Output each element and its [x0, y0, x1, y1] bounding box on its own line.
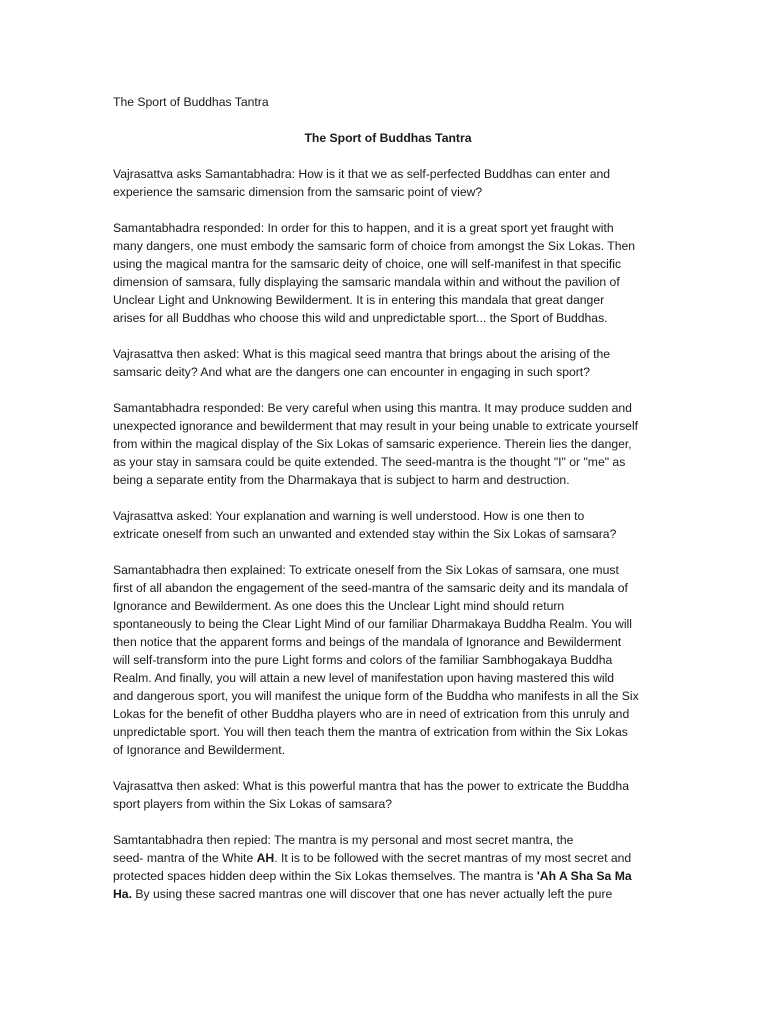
paragraph: [113, 165, 663, 201]
paragraph-line: Vajrasattva then asked: What is this magical seed mantra that brings about the arising of the: [113, 347, 611, 361]
paragraph-line: and dangerous sport, you will manifest the unique form of the Buddha who manifests in all the Six: [113, 689, 639, 703]
paragraph-line: many dangers, one must embody the samsaric form of choice from amongst the Six Lokas. Then: [113, 239, 636, 253]
paragraph: [113, 219, 663, 327]
paragraph-line: Samantabhadra then explained: To extricate oneself from the Six Lokas of samsara, one must: [113, 563, 619, 577]
paragraph-line: Realm. And finally, you will attain a new level of manifestation upon having mastered this wild: [113, 671, 615, 685]
paragraph-line: Samantabhadra responded: In order for this to happen, and it is a great sport yet fraught with: [113, 221, 614, 235]
paragraph: [113, 345, 663, 381]
paragraph-line: then notice that the apparent forms and beings of the mandala of Ignorance and Bewilderment: [113, 635, 622, 649]
paragraph-line: [113, 849, 663, 867]
final-paragraph: [113, 831, 663, 903]
paragraph-line: [113, 867, 663, 885]
paragraph-line: using the magical mantra for the samsaric deity of choice, one will self-manifest in that specific: [113, 257, 622, 271]
paragraph-line: [113, 885, 663, 903]
paragraph-line: dimension of samsara, fully displaying the samsaric mandala within and without the pavilion of: [113, 275, 620, 289]
paragraph-line: unpredictable sport. You will then teach them the mantra of extrication from within the Six Lokas: [113, 725, 628, 739]
paragraph-line: sport players from within the Six Lokas of samsara?: [113, 797, 393, 811]
bold-mantra: 'Ah A Sha Sa Ma: [536, 869, 632, 883]
document-title: The Sport of Buddhas Tantra: [304, 131, 472, 145]
paragraph-line: Samantabhadra responded: Be very careful when using this mantra. It may produce sudden and: [113, 401, 632, 415]
header-title: The Sport of Buddhas Tantra: [113, 95, 269, 109]
paragraph-line: Lokas for the benefit of other Buddha players who are in need of extrication from this unruly and: [113, 707, 630, 721]
paragraph-line: extricate oneself from such an unwanted and extended stay within the Six Lokas of samsara?: [113, 527, 617, 541]
paragraph-line: of Ignorance and Bewilderment.: [113, 743, 286, 757]
text-span: By using these sacred mantras one will discover that one has never actually left the pure: [131, 887, 613, 901]
text-span: protected spaces hidden deep within the Six Lokas themselves. The mantra is: [113, 869, 537, 883]
paragraph-line: as your stay in samsara could be quite extended. The seed-mantra is the thought "I" or "me" as: [113, 455, 626, 469]
paragraph-line: Ignorance and Bewilderment. As one does this the Unclear Light mind should return: [113, 599, 565, 613]
paragraph-line: arises for all Buddhas who choose this wild and unpredictable sport... the Sport of Buddhas.: [113, 311, 608, 325]
paragraph-line: experience the samsaric dimension from the samsaric point of view?: [113, 185, 483, 199]
paragraph: [113, 399, 663, 489]
text-span: . It is to be followed with the secret mantras of my most secret and: [274, 851, 632, 865]
paragraph-line: samsaric deity? And what are the dangers one can encounter in engaging in such sport?: [113, 365, 590, 379]
paragraph: [113, 777, 663, 813]
paragraph-line: being a separate entity from the Dharmakaya that is subject to harm and destruction.: [113, 473, 570, 487]
paragraph-line: Samtantabhadra then repied: The mantra is my personal and most secret mantra, the: [113, 833, 574, 847]
paragraph-line: from within the magical display of the Six Lokas of samsaric experience. Therein lies the danger,: [113, 437, 632, 451]
paragraph-list: [113, 165, 663, 813]
paragraph-line: Unclear Light and Unknowing Bewilderment. It is in entering this mandala that great danger: [113, 293, 605, 307]
paragraph-line: will self-transform into the pure Light forms and colors of the familiar Sambhogakaya Buddha: [113, 653, 613, 667]
paragraph: [113, 507, 663, 543]
document-page: [113, 93, 663, 921]
paragraph-line: unexpected ignorance and bewilderment that may result in your being unable to extricate yourself: [113, 419, 639, 433]
bold-mantra: Ha.: [113, 887, 132, 901]
paragraph-line: Vajrasattva asks Samantabhadra: How is it that we as self-perfected Buddhas can enter and: [113, 167, 611, 181]
paragraph-line: Vajrasattva asked: Your explanation and warning is well understood. How is one then to: [113, 509, 585, 523]
paragraph-line: Vajrasattva then asked: What is this powerful mantra that has the power to extricate the Buddha: [113, 779, 629, 793]
paragraph-line: first of all abandon the engagement of the seed-mantra of the samsaric deity and its mandala of: [113, 581, 628, 595]
text-span: seed- mantra of the White: [113, 851, 257, 865]
bold-mantra: AH: [256, 851, 275, 865]
paragraph: [113, 561, 663, 759]
paragraph-line: spontaneously to being the Clear Light Mind of our familiar Dharmakaya Buddha Realm. You will: [113, 617, 632, 631]
